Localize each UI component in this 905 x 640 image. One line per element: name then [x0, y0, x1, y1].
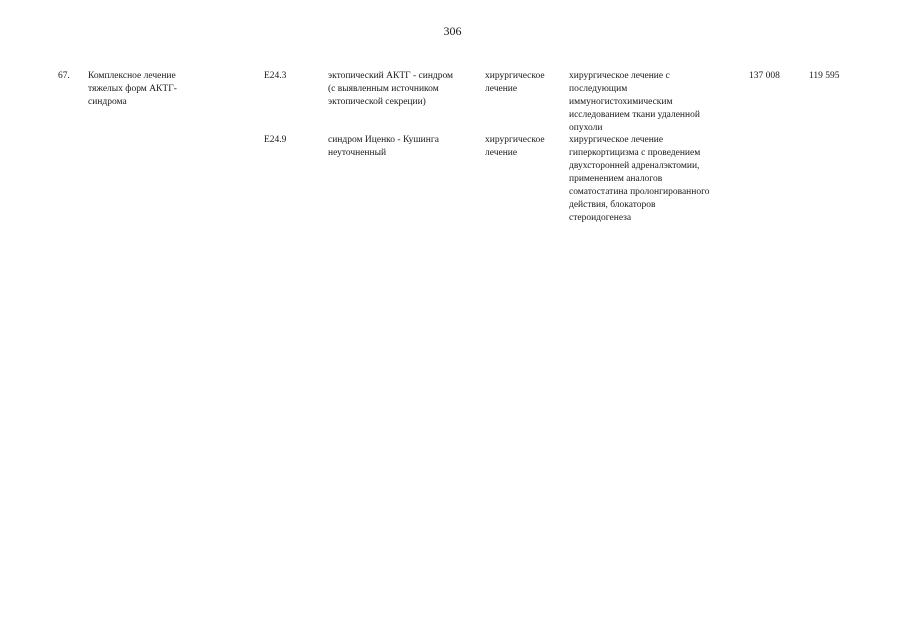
page-number: 306 [443, 24, 462, 38]
entry-name: Комплексное лечение тяжелых форм АКТГ- синдрома [88, 71, 177, 107]
entry-number: 67. [58, 71, 70, 81]
diagnosis-code: E24.3 [264, 71, 287, 81]
treatment-method: хирургическое лечение гиперкортицизма с проведением двухсторонней адреналэктомии, применением аналогов соматостатина пролонгированного действия, блокаторов стероидогенеза [569, 135, 710, 223]
cost-value-2: 119 595 [809, 71, 840, 81]
treatment-type: хирургическое лечение [485, 135, 545, 158]
patient-model: эктопический АКТГ - синдром (с выявленным источником эктопической секреции) [328, 71, 454, 107]
patient-model: синдром Иценко - Кушинга неуточненный [328, 135, 439, 158]
treatment-method: хирургическое лечение с последующим иммуногистохимическим исследованием ткани удаленной опухоли [569, 71, 700, 133]
treatment-type: хирургическое лечение [485, 71, 545, 94]
diagnosis-code: E24.9 [264, 135, 287, 145]
cost-value-1: 137 008 [749, 71, 780, 81]
